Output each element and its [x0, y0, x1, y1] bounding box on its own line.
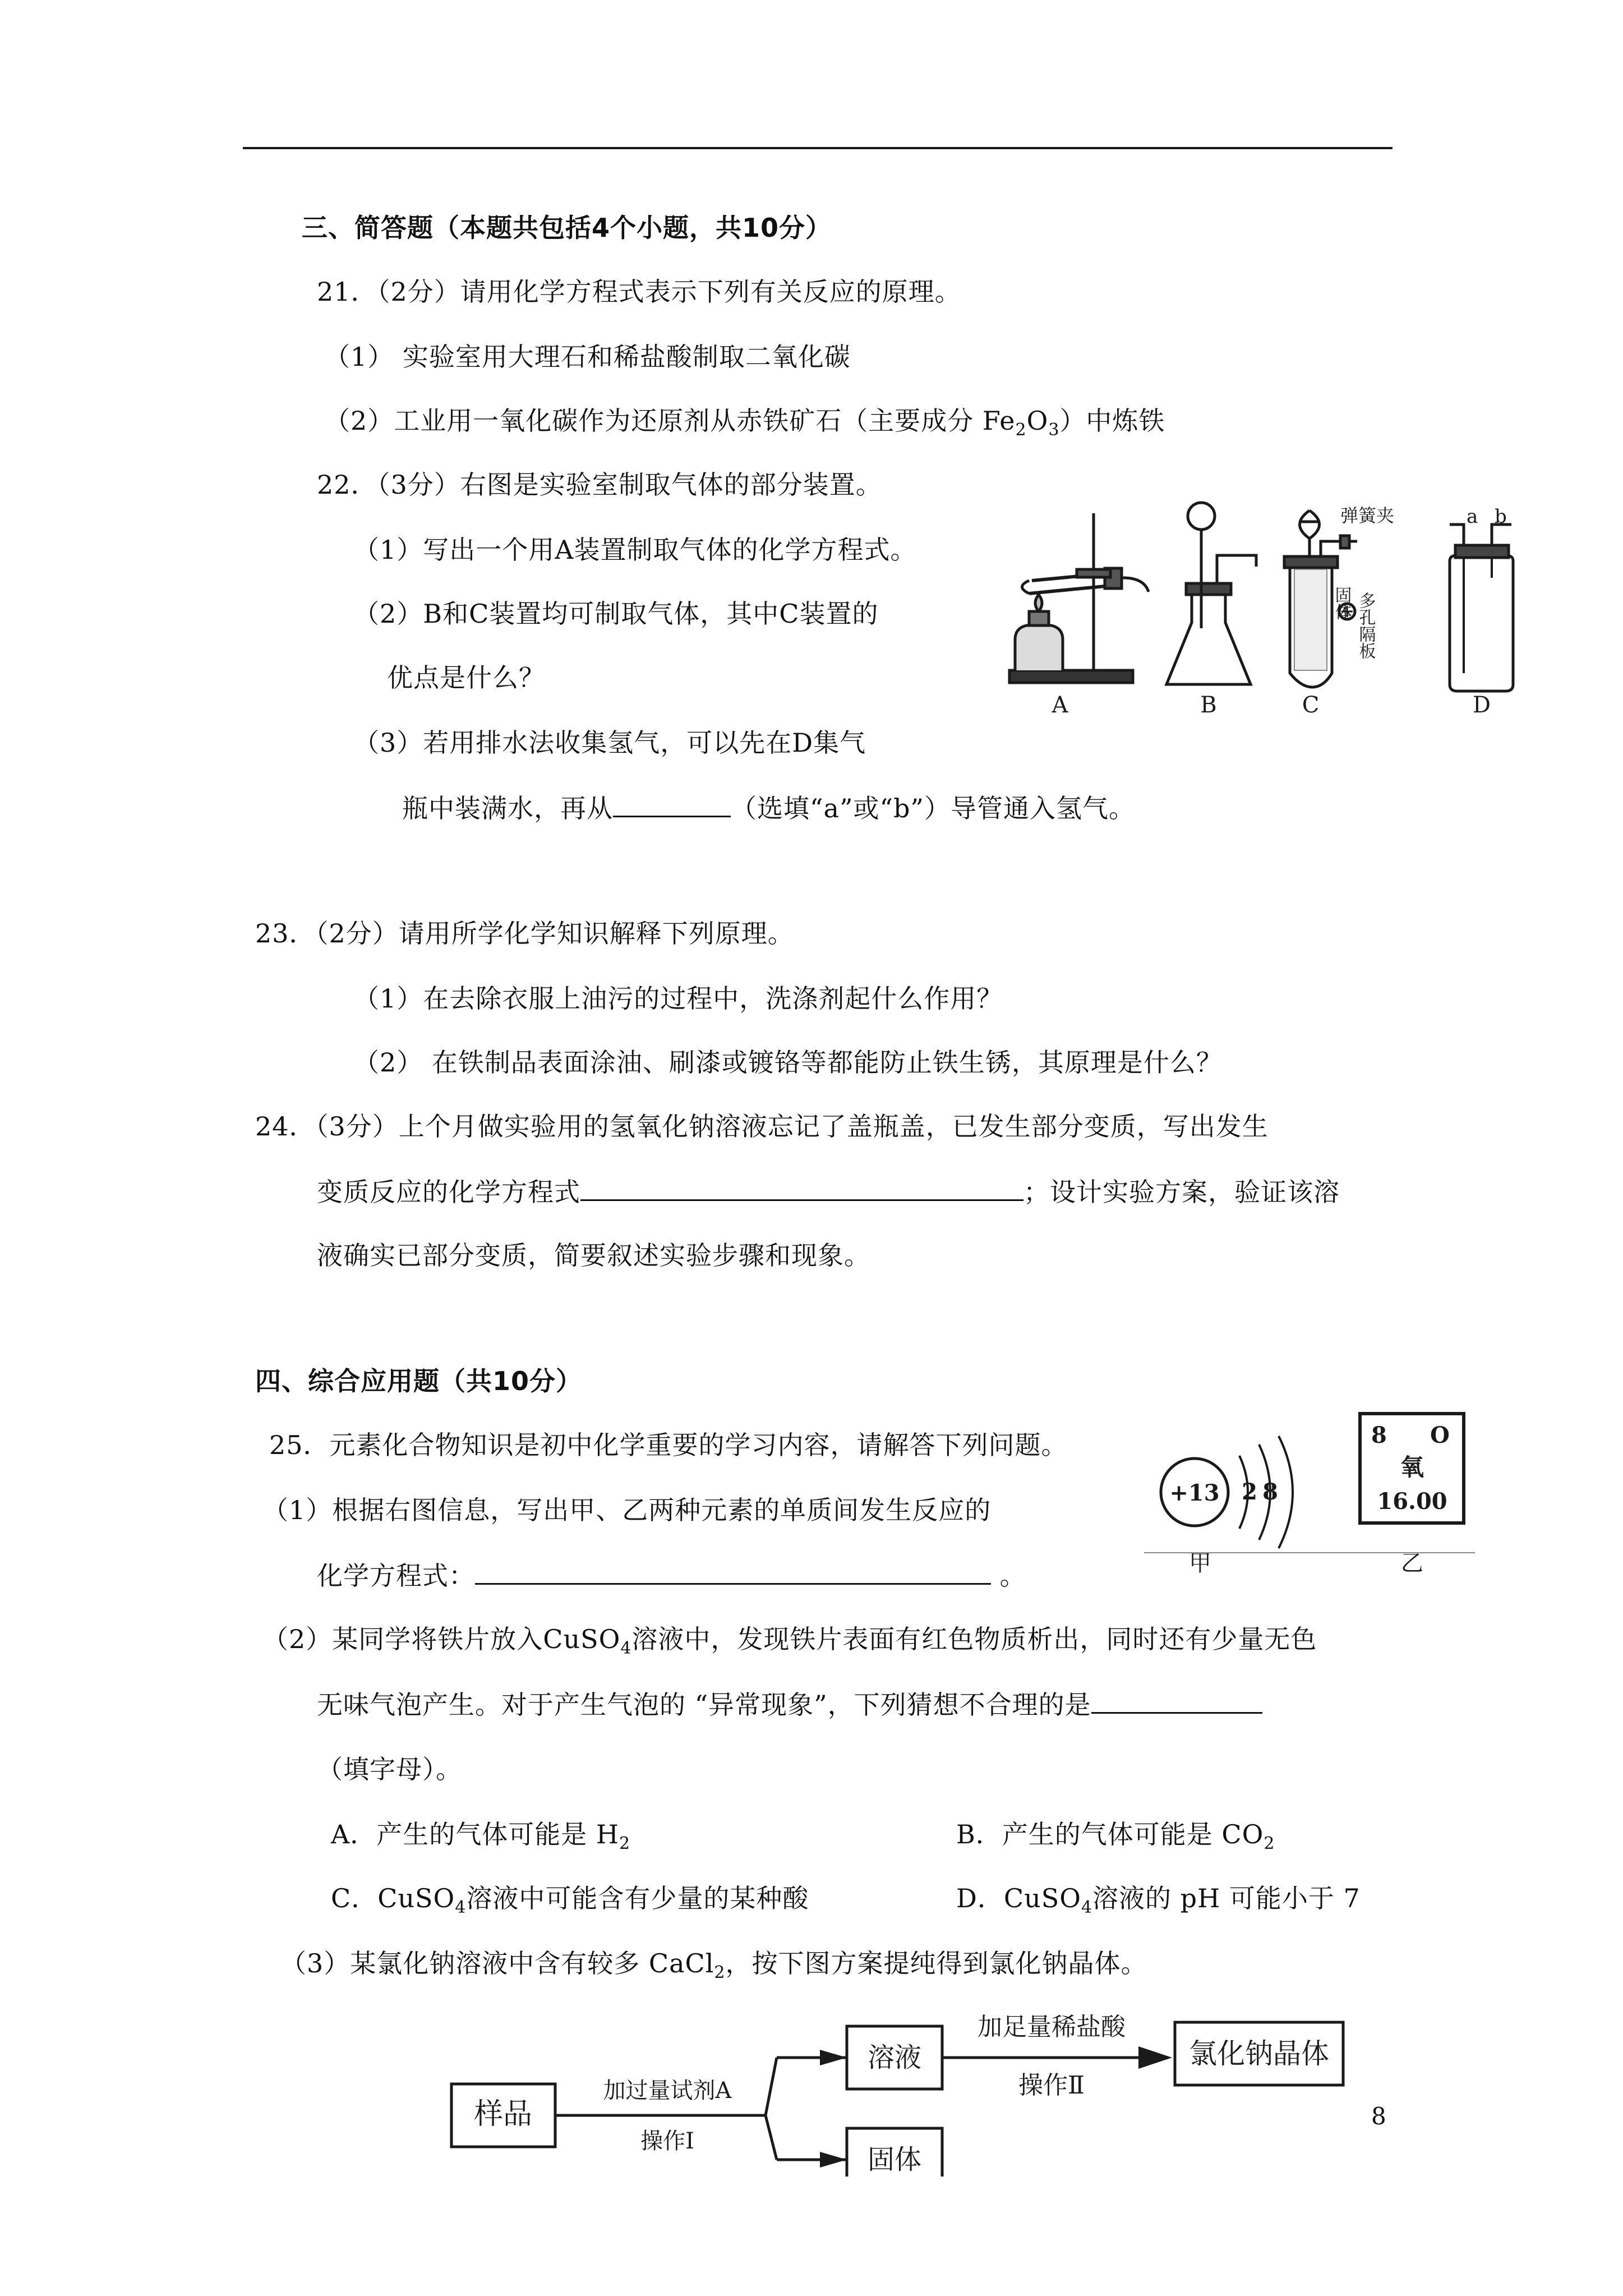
apparatus-b	[1166, 503, 1256, 684]
element-info-figure	[1144, 1408, 1475, 1576]
apparatus-figure	[998, 494, 1525, 718]
element-caption: 乙	[1401, 1550, 1423, 1576]
flow-solid: 固体	[867, 2144, 922, 2175]
flow-step1-operation: 操作Ⅰ	[640, 2128, 694, 2154]
q24-line2: 变质反应的化学方程式 ；设计实验方案，验证该溶	[317, 1175, 1340, 1209]
q21-part2: （2）工业用一氧化碳作为还原剂从赤铁矿石（主要成分 $Fe_2O_3$）中炼铁	[324, 406, 1165, 440]
answer-blank	[613, 791, 731, 817]
apparatus-d	[1450, 524, 1513, 691]
q22-part1: （1）写出一个用A装置制取气体的化学方程式。	[353, 535, 917, 565]
fig-solid-label: 固体	[1331, 586, 1352, 620]
q22-part2-line2: 优点是什么？	[387, 662, 545, 693]
q23-stem: 23．（2分）请用所学化学知识解释下列原理。	[255, 918, 794, 949]
flow-step2-operation: 操作Ⅱ	[1018, 2071, 1085, 2100]
fig-label-a: A	[1052, 692, 1068, 718]
q24-line3: 液确实已部分变质，简要叙述实验步骤和现象。	[317, 1240, 870, 1271]
purification-flowchart	[443, 1991, 1368, 2177]
option-b: B．产生的气体可能是 $CO_2$	[956, 1819, 1275, 1853]
q23-part2: （2） 在铁制品表面涂油、刷漆或镀铬等都能防止铁生锈，其原理是什么？	[353, 1047, 1223, 1078]
q25-part2-line1: （2）某同学将铁片放入CuSO$_4$溶液中，发现铁片表面有红色物质析出，同时还有少量无色	[262, 1624, 1317, 1658]
section4-heading: 四、综合应用题（共10分）	[255, 1366, 583, 1396]
section3-heading: 三、简答题（本题共包括4个小题，共10分）	[302, 213, 832, 243]
fig-label-b: B	[1200, 692, 1217, 718]
flow-step1-reagent: 加过量试剂A	[603, 2078, 732, 2104]
apparatus-a	[1009, 513, 1149, 683]
q22-part3-line1: （3）若用排水法收集氢气，可以先在D集气	[353, 728, 866, 758]
fig-label-c: C	[1302, 692, 1320, 718]
q25-part2-line2: 无味气泡产生。对于产生气泡的 “异常现象”，下列猜想不合理的是	[317, 1687, 1262, 1722]
fig-tube-b: b	[1495, 505, 1507, 528]
atom-caption: 甲	[1189, 1550, 1211, 1576]
element-name: 氧	[1400, 1453, 1424, 1481]
page-number: 8	[1371, 2102, 1386, 2130]
element-mass: 16.00	[1377, 1488, 1447, 1515]
q22-part3-line2: 瓶中装满水，再从 （选填“a”或“b”）导管通入氢气。	[402, 791, 1135, 825]
fig-label-d: D	[1472, 692, 1491, 718]
atom-nucleus: +13	[1169, 1480, 1220, 1506]
option-d: D．CuSO$_4$溶液的 pH 可能小于 7	[956, 1883, 1361, 1917]
q22-stem: 22．（3分）右图是实验室制取气体的部分装置。	[317, 470, 882, 500]
q25-part3: （3）某氯化钠溶液中含有较多 CaCl$_2$，按下图方案提纯得到氯化钠晶体。	[280, 1948, 1147, 1982]
fig-tube-a: a	[1467, 505, 1478, 528]
atom-shell-2: 8	[1262, 1479, 1278, 1505]
periodic-table-cell	[1360, 1414, 1464, 1576]
answer-blank	[1091, 1687, 1262, 1714]
q22-part2-line1: （2）B和C装置均可制取气体，其中C装置的	[353, 599, 879, 629]
answer-blank	[580, 1175, 1023, 1201]
flow-step2-reagent: 加足量稀盐酸	[978, 2013, 1126, 2041]
flow-solution: 溶液	[867, 2042, 922, 2073]
element-number: 8	[1371, 1422, 1387, 1448]
flow-sample: 样品	[473, 2097, 533, 2131]
atom-structure-diagram	[1161, 1436, 1293, 1576]
atom-shell-1: 2	[1242, 1479, 1257, 1505]
q21-part1: （1） 实验室用大理石和稀盐酸制取二氧化碳	[324, 342, 851, 372]
q25-stem: 25．元素化合物知识是初中化学重要的学习内容，请解答下列问题。	[269, 1430, 1068, 1460]
option-c: C．CuSO$_4$溶液中可能含有少量的某种酸	[331, 1883, 809, 1917]
q25-part2-line3: （填字母）。	[317, 1754, 462, 1784]
answer-blank	[475, 1558, 991, 1585]
fig-plate-label: 多孔隔板	[1355, 592, 1376, 659]
q23-part1: （1）在去除衣服上油污的过程中，洗涤剂起什么作用？	[353, 983, 1003, 1014]
q25-part1-line1: （1）根据右图信息，写出甲、乙两种元素的单质间发生反应的	[262, 1495, 992, 1525]
element-symbol: O	[1430, 1422, 1450, 1448]
q24-line1: 24．（3分）上个月做实验用的氢氧化钠溶液忘记了盖瓶盖，已发生部分变质，写出发生	[255, 1111, 1269, 1142]
q21-stem: 21．（2分）请用化学方程式表示下列有关反应的原理。	[317, 277, 961, 307]
q25-part1-line2: 化学方程式： 。	[317, 1558, 1026, 1593]
flow-product: 氯化钠晶体	[1189, 2037, 1329, 2070]
option-a: A．产生的气体可能是 $H_2$	[331, 1819, 631, 1853]
header-rule	[243, 147, 1393, 149]
fig-clamp-label: 弹簧夹	[1340, 505, 1395, 526]
